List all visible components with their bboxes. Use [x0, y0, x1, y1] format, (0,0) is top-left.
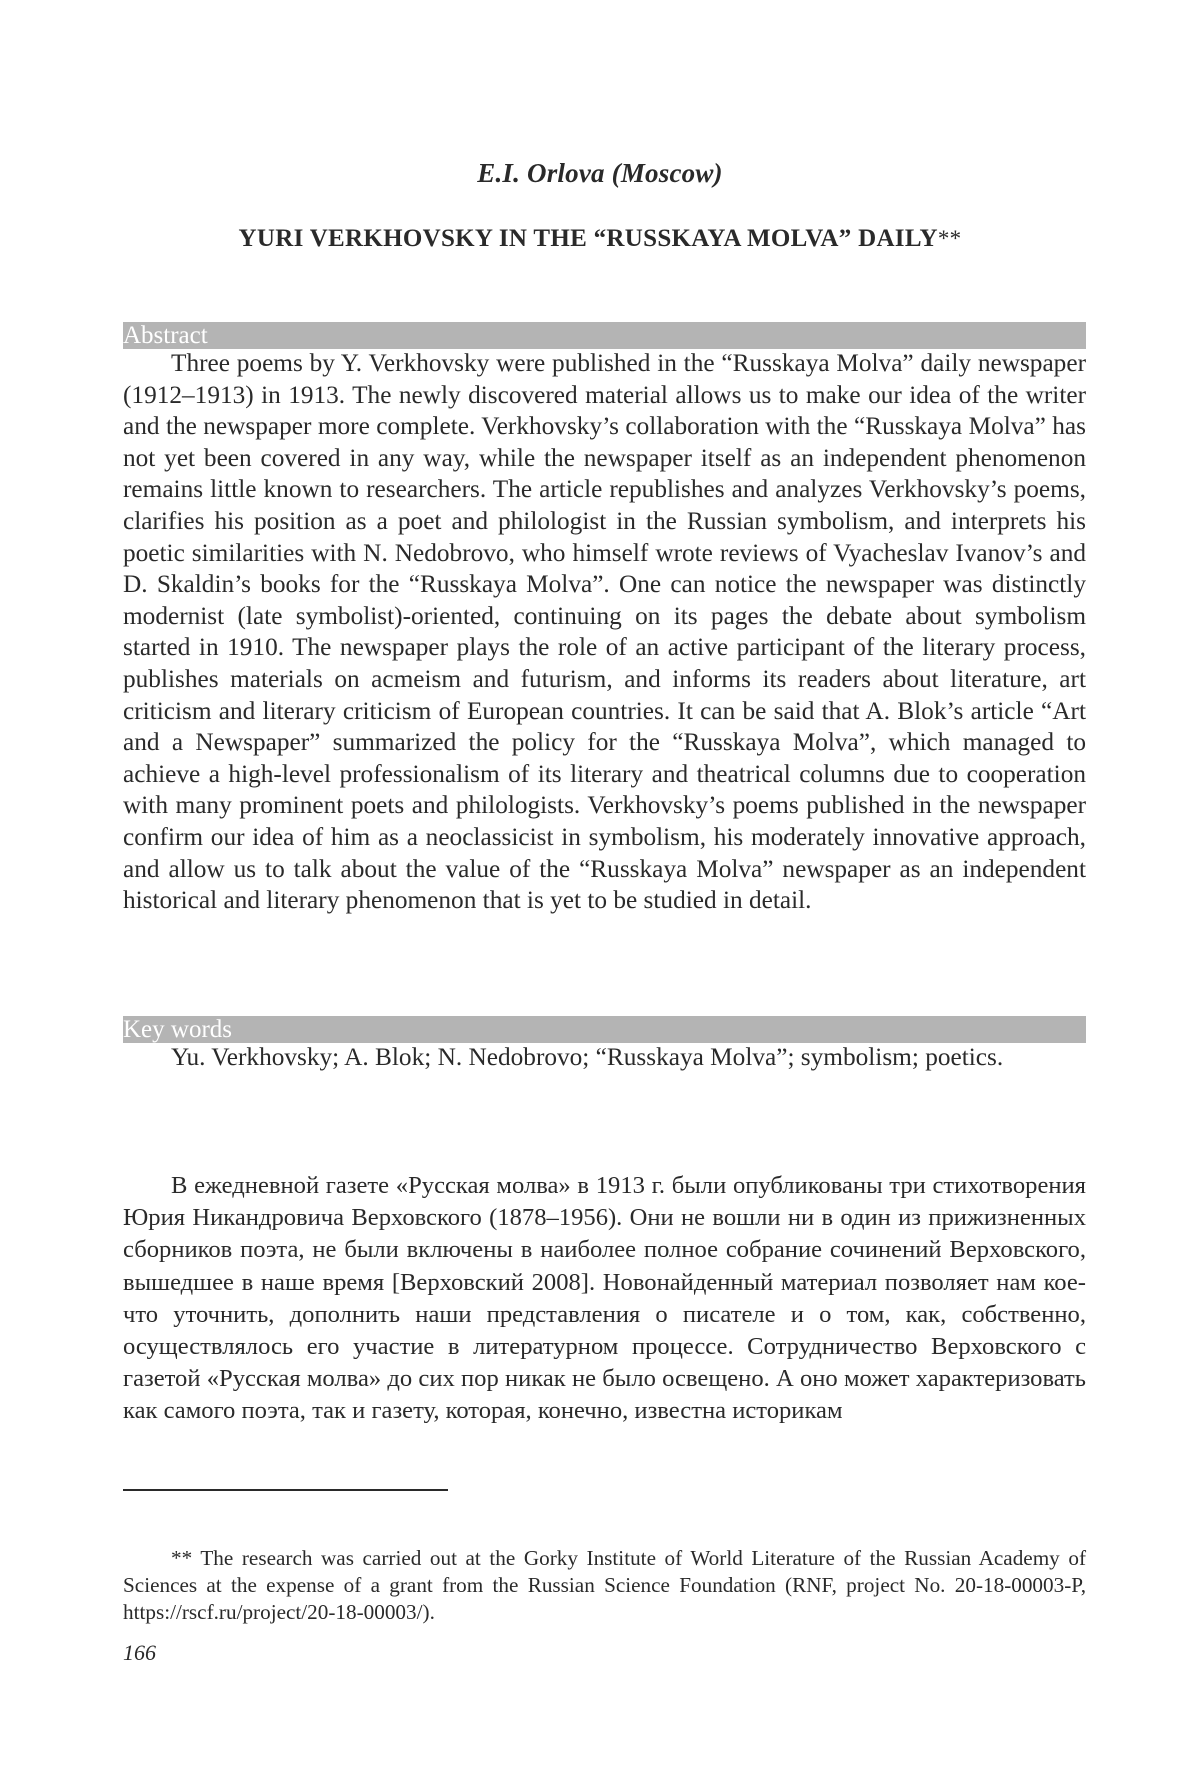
- author-line: E.I. Orlova (Moscow): [477, 158, 723, 188]
- page-number: 166: [123, 1640, 156, 1665]
- article-title: [0, 225, 1200, 253]
- keywords-text: Yu. Verkhovsky; A. Blok; N. Nedobrovo; “Russkaya Molva”; symbolism; poetics.: [171, 1043, 1004, 1071]
- article-title-text: YURI VERKHOVSKY IN THE “RUSSKAYA MOLVA” DAILY: [238, 225, 938, 252]
- abstract-heading: Abstract: [123, 322, 1086, 349]
- footnote-mark: **: [937, 226, 962, 251]
- abstract-text: Three poems by Y. Verkhovsky were published in the “Russkaya Molva” daily newspaper (1912–1913) in 1913. The newly discovered material allows us to make our idea of the writer and the newspaper more complete. Verkhovsky’s collaboration with the “Russkaya Molva” has not yet been covered in any way, while the newspaper itself as an independent phenomenon remains little known to researchers. The article republishes and analyzes Verkhovsky’s poems, clarifies his position as a poet and philologist in the Russian symbolism, and interprets his poetic similarities with N. Nedobrovo, who himself wrote reviews of Vyacheslav Ivanov’s and D. Skaldin’s books for the “Russkaya Molva”. One can notice the newspaper was distinctly modernist (late symbolist)-oriented, continuing on its pages the debate about symbolism started in 1910. The newspaper plays the role of an active participant of the literary process, publishes materials on acmeism and futurism, and informs its readers about literature, art criticism and literary criticism of European countries. It can be said that A. Blok’s article “Art and a Newspaper” summarized the policy for the “Russkaya Molva”, which managed to achieve a high-level professionalism of its literary and theatrical columns due to cooperation with many prominent poets and philologists. Verkhovsky’s poems published in the newspaper confirm our idea of him as a neoclassicist in symbolism, his moderately innovative approach, and allow us to talk about the value of the “Russkaya Molva” newspaper as an independent historical and literary phenomenon that is yet to be studied in detail.: [123, 349, 1086, 915]
- footnote-text: ** The research was carried out at the Gorky Institute of World Literature of the Russian Academy of Sciences at the expense of a grant from the Russian Science Foundation (RNF, project No. 20-18-00003-P, https://rscf.ru/project/20-18-00003/).: [123, 1546, 1086, 1624]
- body-paragraph: В ежедневной газете «Русская молва» в 1913 г. были опубликованы три стихотворения Юрия Никандровича Верховского (1878–1956). Они не вошли ни в один из прижизненных сборников поэта, не были включены в наиболее полное собрание сочинений Верховского, вышедшее в наше время [Верховский 2008]. Новонайденный материал позволяет нам кое-что уточнить, дополнить наши представления о писателе и о том, как, собственно, осуществлялось его участие в литературном процессе. Сотрудничество Верховского с газетой «Русская молва» до сих пор никак не было освещено. А оно может характеризовать как самого поэта, так и газету, которая, конечно, известна историкам: [123, 1172, 1086, 1425]
- footnote-divider: [123, 1489, 448, 1491]
- keywords-heading: Key words: [123, 1016, 1086, 1043]
